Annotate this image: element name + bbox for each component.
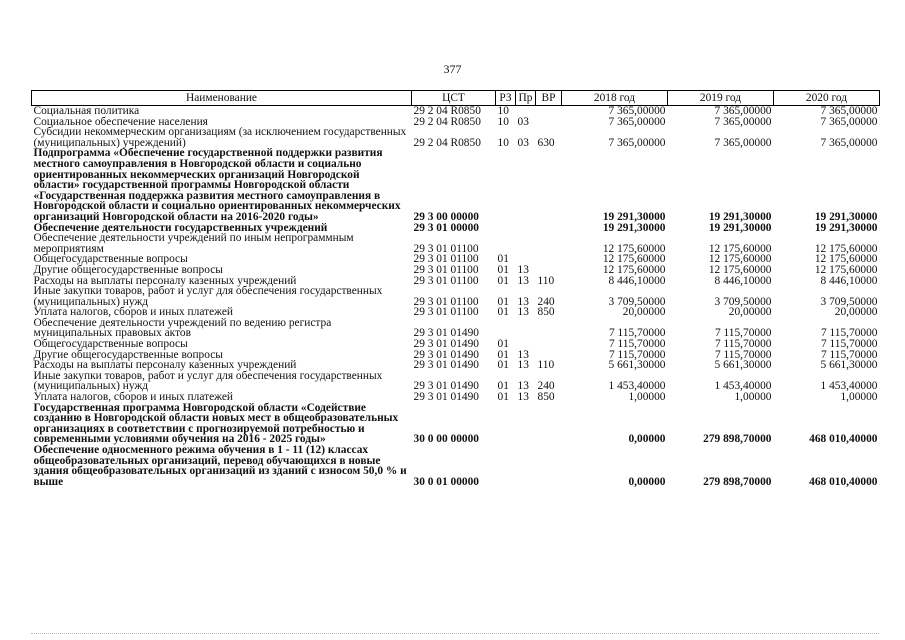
- cell-cst: 29 3 01 01100: [413, 263, 479, 276]
- table-row: [32, 445, 880, 487]
- cell-cst: 29 3 01 01100: [413, 242, 479, 255]
- cell-vr: [536, 318, 562, 339]
- cell-rz: 01: [497, 338, 509, 351]
- cell-cst: 29 3 01 01100: [413, 253, 479, 266]
- cell-name: Уплата налогов, сборов и иных платежей: [33, 391, 233, 404]
- cell-rz: 01: [497, 295, 509, 308]
- cell-name: Обеспечение деятельности государственных учреждений: [33, 221, 328, 234]
- budget-table: [31, 90, 880, 487]
- cell-2018: 7 115,70000: [608, 327, 666, 340]
- cell-cst: 29 3 01 01100: [413, 295, 479, 308]
- header-2019: 2019 год: [668, 91, 774, 106]
- cell-name: Субсидии некоммерческим организациям (за исключением государственных (муниципальных) учреждений): [33, 126, 407, 149]
- cell-2020: 7 115,70000: [820, 338, 878, 351]
- cell-name: Обеспечение деятельности учреждений по ведению регистра муниципальных правовых актов: [33, 316, 332, 340]
- header-pr: Пр: [516, 91, 536, 106]
- cell-name: Государственная программа Новгородской области «Содействие созданию в Новгородской области новых мест в общеобразовательных организациях в соответствии с прогнозируемой потребностью и современными условиями обучения на 2016 - 2025 годы»: [33, 401, 399, 446]
- cell-rz: 01: [497, 380, 509, 393]
- cell-pr: [516, 445, 536, 487]
- cell-rz: [496, 403, 516, 445]
- cell-vr: [536, 117, 562, 128]
- cell-cst: 29 3 01 01490: [413, 359, 479, 372]
- cell-2020: 8 446,10000: [820, 274, 878, 287]
- cell-rz: 10: [497, 105, 509, 117]
- cell-vr: [536, 403, 562, 445]
- cell-pr: [516, 106, 536, 117]
- cell-2018: 7 365,00000: [608, 115, 666, 128]
- cell-name: Другие общегосударственные вопросы: [33, 263, 223, 276]
- cell-pr: [516, 148, 536, 222]
- cell-2019: 5 661,30000: [714, 359, 772, 372]
- cell-pr: 13: [517, 359, 529, 372]
- cell-2019: 7 365,00000: [714, 136, 772, 149]
- cell-vr: [536, 339, 562, 350]
- cell-rz: 01: [497, 263, 509, 276]
- cell-pr: 13: [517, 380, 529, 393]
- cell-2018: 12 175,60000: [602, 242, 666, 255]
- cell-pr: 03: [517, 115, 529, 128]
- cell-cst: 29 2 04 R0850: [413, 105, 481, 117]
- cell-2019: 279 898,70000: [703, 433, 772, 446]
- cell-2019: 7 115,70000: [714, 348, 772, 361]
- cell-name: Уплата налогов, сборов и иных платежей: [33, 306, 233, 319]
- cell-rz: [496, 233, 516, 254]
- cell-cst: 29 3 01 00000: [413, 221, 479, 234]
- cell-name: Расходы на выплаты персоналу казенных учреждений: [33, 274, 297, 287]
- cell-pr: 03: [517, 136, 529, 149]
- cell-cst: 29 3 01 01490: [413, 327, 479, 340]
- cell-vr: [536, 254, 562, 265]
- header-2018: 2018 год: [562, 91, 668, 106]
- cell-name: Иные закупки товаров, работ и услуг для обеспечения государственных (муниципальных) нужд: [33, 369, 383, 393]
- cell-2018: 7 365,00000: [608, 105, 666, 117]
- cell-2018: 7 115,70000: [608, 348, 666, 361]
- cell-2018: 0,00000: [628, 475, 666, 488]
- cell-2019: 19 291,30000: [708, 221, 772, 234]
- cell-2020: 19 291,30000: [814, 221, 878, 234]
- cell-2019: 19 291,30000: [708, 210, 772, 223]
- cell-2020: 19 291,30000: [814, 210, 878, 223]
- cell-name: Общегосударственные вопросы: [33, 253, 188, 266]
- cell-rz: 01: [497, 253, 509, 266]
- cell-vr: 240: [537, 380, 555, 393]
- cell-cst: 29 3 01 01490: [413, 348, 479, 361]
- cell-pr: 13: [517, 274, 529, 287]
- cell-2019: 7 365,00000: [714, 105, 772, 117]
- cell-2019: 12 175,60000: [708, 253, 772, 266]
- cell-cst: 29 3 01 01490: [413, 380, 479, 393]
- table-row: [32, 286, 880, 307]
- cell-2019: 12 175,60000: [708, 263, 772, 276]
- cell-2020: 7 115,70000: [820, 327, 878, 340]
- cell-2020: 7 365,00000: [820, 115, 878, 128]
- cell-pr: 13: [517, 391, 529, 404]
- cell-2018: 12 175,60000: [602, 253, 666, 266]
- table-row: [32, 371, 880, 392]
- cell-rz: 10: [497, 115, 509, 128]
- cell-2020: 1,00000: [840, 391, 878, 404]
- cell-2018: 1 453,40000: [608, 380, 666, 393]
- cell-name: Иные закупки товаров, работ и услуг для обеспечения государственных (муниципальных) нужд: [33, 285, 383, 308]
- cell-cst: 29 3 01 01490: [413, 391, 479, 404]
- cell-rz: 10: [497, 136, 509, 149]
- header-name: Наименование: [32, 91, 412, 106]
- cell-2019: 7 115,70000: [714, 327, 772, 340]
- cell-2020: 468 010,40000: [809, 433, 878, 446]
- cell-rz: 01: [497, 306, 509, 319]
- cell-cst: 29 3 01 01100: [413, 274, 479, 287]
- cell-name: Обеспечение деятельности учреждений по иным непрограммным мероприятиям: [33, 232, 354, 255]
- cell-2020: 7 115,70000: [820, 348, 878, 361]
- cell-vr: 110: [537, 359, 555, 372]
- table-row: [32, 148, 880, 222]
- cell-2019: 1,00000: [734, 391, 772, 404]
- cell-2018: 3 709,50000: [608, 295, 666, 308]
- header-rz: РЗ: [496, 91, 516, 106]
- cell-vr: 630: [537, 136, 555, 149]
- cell-pr: 13: [517, 348, 529, 361]
- cell-2018: 0,00000: [628, 433, 666, 446]
- cell-rz: [496, 318, 516, 339]
- cell-2019: 1 453,40000: [714, 380, 772, 393]
- cell-pr: [516, 318, 536, 339]
- cell-vr: 240: [537, 295, 555, 308]
- cell-pr: 13: [517, 263, 529, 276]
- cell-2020: 12 175,60000: [814, 242, 878, 255]
- cell-2020: 5 661,30000: [820, 359, 878, 372]
- cell-vr: [536, 148, 562, 222]
- cell-vr: [536, 233, 562, 254]
- cell-2020: 7 365,00000: [820, 105, 878, 117]
- cell-name: Общегосударственные вопросы: [33, 338, 188, 351]
- cell-2019: 12 175,60000: [708, 242, 772, 255]
- cell-pr: [516, 233, 536, 254]
- table-row: [32, 127, 880, 148]
- cell-2018: 7 365,00000: [608, 136, 666, 149]
- cell-cst: 30 0 01 00000: [413, 475, 479, 488]
- cell-vr: [536, 265, 562, 276]
- cell-2018: 19 291,30000: [602, 210, 666, 223]
- cell-pr: 13: [517, 306, 529, 319]
- cell-rz: [496, 148, 516, 222]
- cell-2018: 5 661,30000: [608, 359, 666, 372]
- cell-name: Расходы на выплаты персоналу казенных учреждений: [33, 359, 297, 372]
- cell-2019: 279 898,70000: [703, 475, 772, 488]
- cell-rz: 01: [497, 274, 509, 287]
- table-row: [32, 318, 880, 339]
- cell-cst: 30 0 00 00000: [413, 433, 479, 446]
- cell-2020: 3 709,50000: [820, 295, 878, 308]
- cell-cst: 29 3 01 01100: [413, 306, 479, 319]
- cell-2019: 8 446,10000: [714, 274, 772, 287]
- cell-cst: 29 2 04 R0850: [413, 115, 481, 128]
- cell-name: Другие общегосударственные вопросы: [33, 348, 223, 361]
- cell-rz: 01: [497, 359, 509, 372]
- cell-2020: 1 453,40000: [820, 380, 878, 393]
- cell-2020: 20,00000: [834, 306, 878, 319]
- cell-vr: 850: [537, 391, 555, 404]
- cell-pr: 13: [517, 295, 529, 308]
- cell-2019: 3 709,50000: [714, 295, 772, 308]
- cell-name: Социальная политика: [33, 105, 140, 117]
- header-cst: ЦСТ: [412, 91, 496, 106]
- cell-rz: [496, 445, 516, 487]
- cell-vr: [536, 223, 562, 234]
- header-2020: 2020 год: [774, 91, 880, 106]
- cell-2018: 12 175,60000: [602, 263, 666, 276]
- cell-2018: 8 446,10000: [608, 274, 666, 287]
- cell-name: Социальное обеспечение населения: [33, 115, 208, 128]
- cell-2018: 20,00000: [622, 306, 666, 319]
- cell-2018: 19 291,30000: [602, 221, 666, 234]
- cell-rz: [496, 223, 516, 234]
- cell-pr: [516, 223, 536, 234]
- page-number: 377: [443, 62, 462, 76]
- table-row: [32, 403, 880, 445]
- cell-2019: 7 115,70000: [714, 338, 772, 351]
- table-header-row: [32, 91, 880, 106]
- cell-2019: 20,00000: [728, 306, 772, 319]
- cell-rz: 01: [497, 348, 509, 361]
- cell-2018: 7 115,70000: [608, 338, 666, 351]
- table-row: [32, 265, 880, 276]
- table-row: [32, 106, 880, 117]
- cell-vr: [536, 106, 562, 117]
- cell-vr: 110: [537, 274, 555, 287]
- cell-pr: [516, 403, 536, 445]
- cell-2018: 1,00000: [628, 391, 666, 404]
- header-vr: ВР: [536, 91, 562, 106]
- cell-rz: 01: [497, 391, 509, 404]
- cell-name: Подпрограмма «Обеспечение государственной поддержки развития местного самоуправления в Новгородской области и социально ориентированных некоммерческих организаций Новгородской области» государственной программы Новгородской области «Государственная поддержка развития местного самоуправления в Новгородской области и социально ориентированных некоммерческих организаций Новгородской области на 2016-2020 годы»: [33, 147, 401, 223]
- cell-2020: 468 010,40000: [809, 475, 878, 488]
- table-row: [32, 233, 880, 254]
- cell-cst: 29 2 04 R0850: [413, 136, 481, 149]
- page-bottom-rule: [31, 633, 879, 634]
- cell-2020: 12 175,60000: [814, 253, 878, 266]
- cell-2020: 7 365,00000: [820, 136, 878, 149]
- cell-vr: 850: [537, 306, 555, 319]
- cell-cst: 29 3 01 01490: [413, 338, 479, 351]
- cell-2020: 12 175,60000: [814, 263, 878, 276]
- cell-2019: 7 365,00000: [714, 115, 772, 128]
- cell-vr: [536, 445, 562, 487]
- cell-cst: 29 3 00 00000: [413, 210, 479, 223]
- cell-name: Обеспечение односменного режима обучения в 1 - 11 (12) классах общеобразовательных организаций, перевод обучающихся в новые здания общеобразовательных организаций из зданий с износом 50,0 % и выше: [33, 444, 407, 488]
